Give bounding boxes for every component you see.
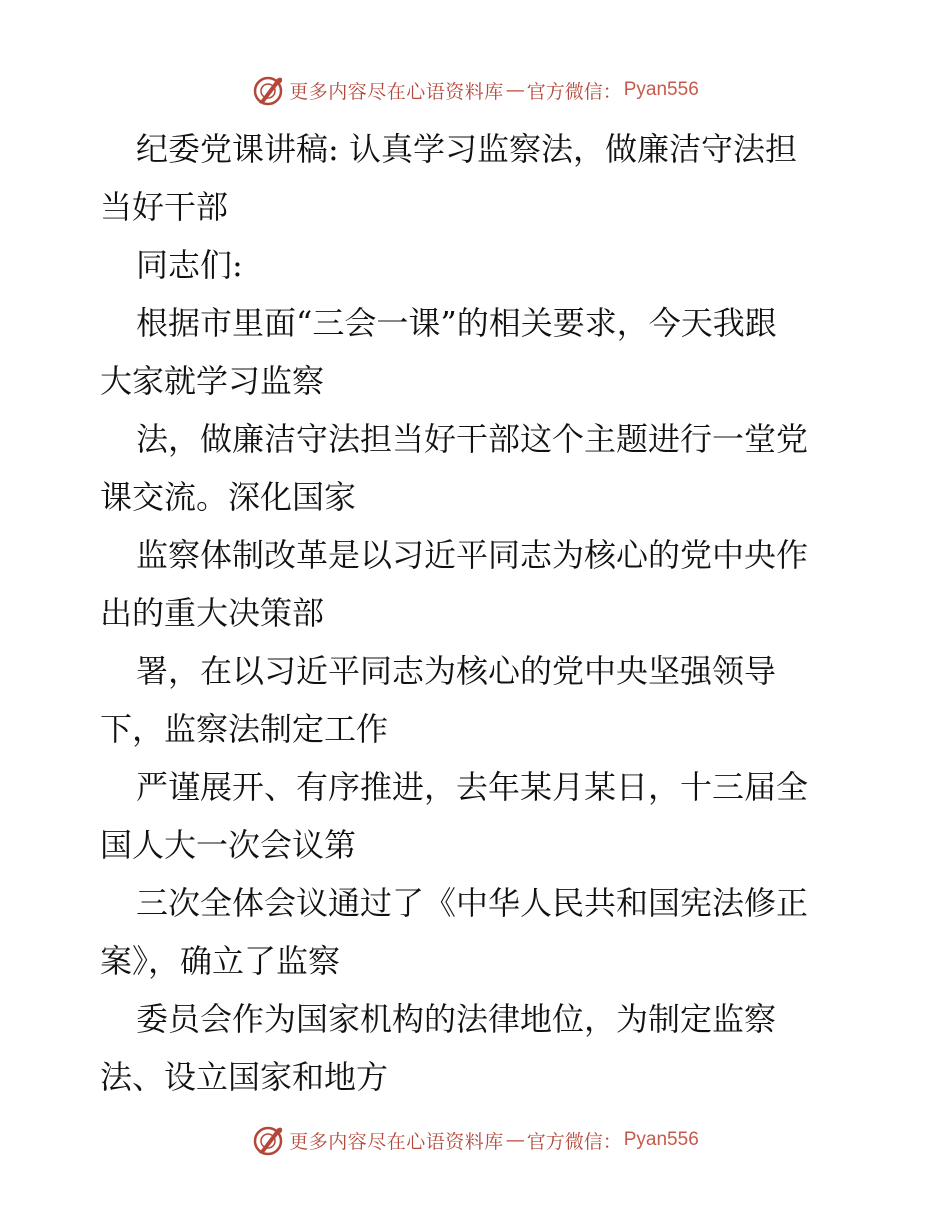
text-line: 法，做廉洁守法担当好干部这个主题进行一堂党 [136,420,809,458]
watermark-label: 官方微信： [526,80,622,103]
text-line: 纪委党课讲稿: 认真学习监察法，做廉洁守法担 [136,130,797,168]
text-line: 国人大一次会议第 [100,826,357,864]
text-line: 课交流。深化国家 [100,478,357,516]
text-line: 署，在以习近平同志为核心的党中央坚强领导 [136,652,777,690]
text-line: 大家就学习监察 [100,362,325,400]
text-line: 案》，确立了监察 [100,942,341,980]
text-line: 当好干部 [100,188,229,226]
watermark-text: 更多内容尽在心语资料库 [289,1130,504,1153]
watermark-id: Pyan556 [623,79,699,100]
body-text [100,120,860,1106]
footer-watermark [0,1120,950,1160]
watermark-text: 更多内容尽在心语资料库 [289,80,504,103]
text-line: 根据市里面“三会一课”的相关要求，今天我跟 [136,304,777,342]
watermark-separator: — [505,1129,525,1151]
text-line: 监察体制改革是以习近平同志为核心的党中央作 [136,536,809,574]
text-line: 严谨展开、有序推进，去年某月某日，十三届全 [136,768,809,806]
text-line: 同志们: [136,246,243,284]
watermark-id: Pyan556 [623,1129,699,1150]
text-line: 法、设立国家和地方 [100,1058,389,1096]
header-watermark [0,70,950,110]
text-line: 出的重大决策部 [100,594,325,632]
text-line: 下，监察法制定工作 [100,710,389,748]
quill-logo-icon [251,73,285,107]
watermark-separator: — [505,79,525,101]
text-line: 委员会作为国家机构的法律地位，为制定监察 [136,1000,777,1038]
watermark-label: 官方微信： [526,1130,622,1153]
text-line: 三次全体会议通过了《中华人民共和国宪法修正 [136,884,809,922]
quill-logo-icon [251,1123,285,1157]
